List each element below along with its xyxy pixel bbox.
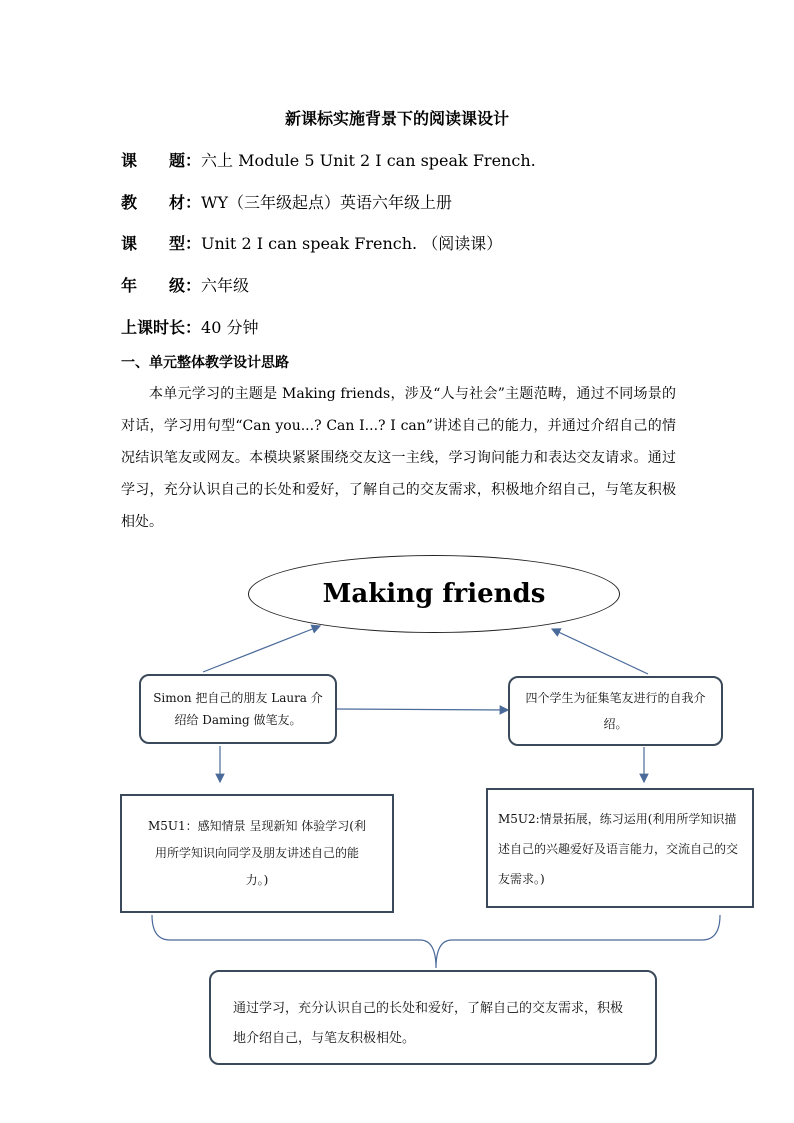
left-top-box: Simon 把自己的朋友 Laura 介绍给 Daming 做笔友。 <box>139 674 337 744</box>
field-lesson-type-label: 课 型： <box>121 234 202 253</box>
field-topic-value: 六上 Module 5 Unit 2 I can speak French. <box>201 151 536 170</box>
field-textbook-label: 教 材： <box>121 193 202 212</box>
brace <box>152 915 720 968</box>
arrow-left-to-right <box>337 709 508 710</box>
right-bottom-box: M5U2:情景拓展，练习运用(利用所学知识描述自己的兴趣爱好及语言能力，交流自己的交友需求。) <box>486 788 754 908</box>
field-grade-label: 年 级： <box>121 276 202 295</box>
document-title: 新课标实施背景下的阅读课设计 <box>284 109 509 128</box>
field-lesson-type-value: Unit 2 I can speak French. （阅读课） <box>201 234 503 253</box>
section-heading: 一、单元整体教学设计思路 <box>121 355 289 371</box>
left-bottom-box: M5U1：感知情景 呈现新知 体验学习(利用所学知识向同学及朋友讲述自己的能力。) <box>120 794 394 913</box>
field-grade-value: 六年级 <box>201 276 250 295</box>
field-duration-label: 上课时长： <box>121 318 202 337</box>
root-ellipse: Making friends <box>248 555 620 633</box>
section-paragraph: 本单元学习的主题是 Making friends，涉及“人与社会”主题范畴，通过不同场景的对话，学习用句型“Can you...? Can I...? I can”讲述自己的能力，并通过介绍自己的情况结识笔友或网友。本模块紧紧围绕交友这一主线，学习询问能力和表达交友请求。通过学习，充分认识自己的长处和爱好，了解自己的交友需求，积极地介绍自己，与笔友积极相处。 <box>121 386 676 530</box>
field-topic-label: 课 题： <box>121 151 202 170</box>
arrow-right-to-root <box>552 629 648 674</box>
right-top-box: 四个学生为征集笔友进行的自我介绍。 <box>508 676 723 746</box>
summary-box: 通过学习，充分认识自己的长处和爱好，了解自己的交友需求，积极地介绍自己，与笔友积极相处。 <box>209 970 657 1065</box>
arrow-left-to-root <box>203 626 320 672</box>
field-duration-value: 40 分钟 <box>201 318 259 337</box>
field-textbook-value: WY（三年级起点）英语六年级上册 <box>201 193 453 212</box>
